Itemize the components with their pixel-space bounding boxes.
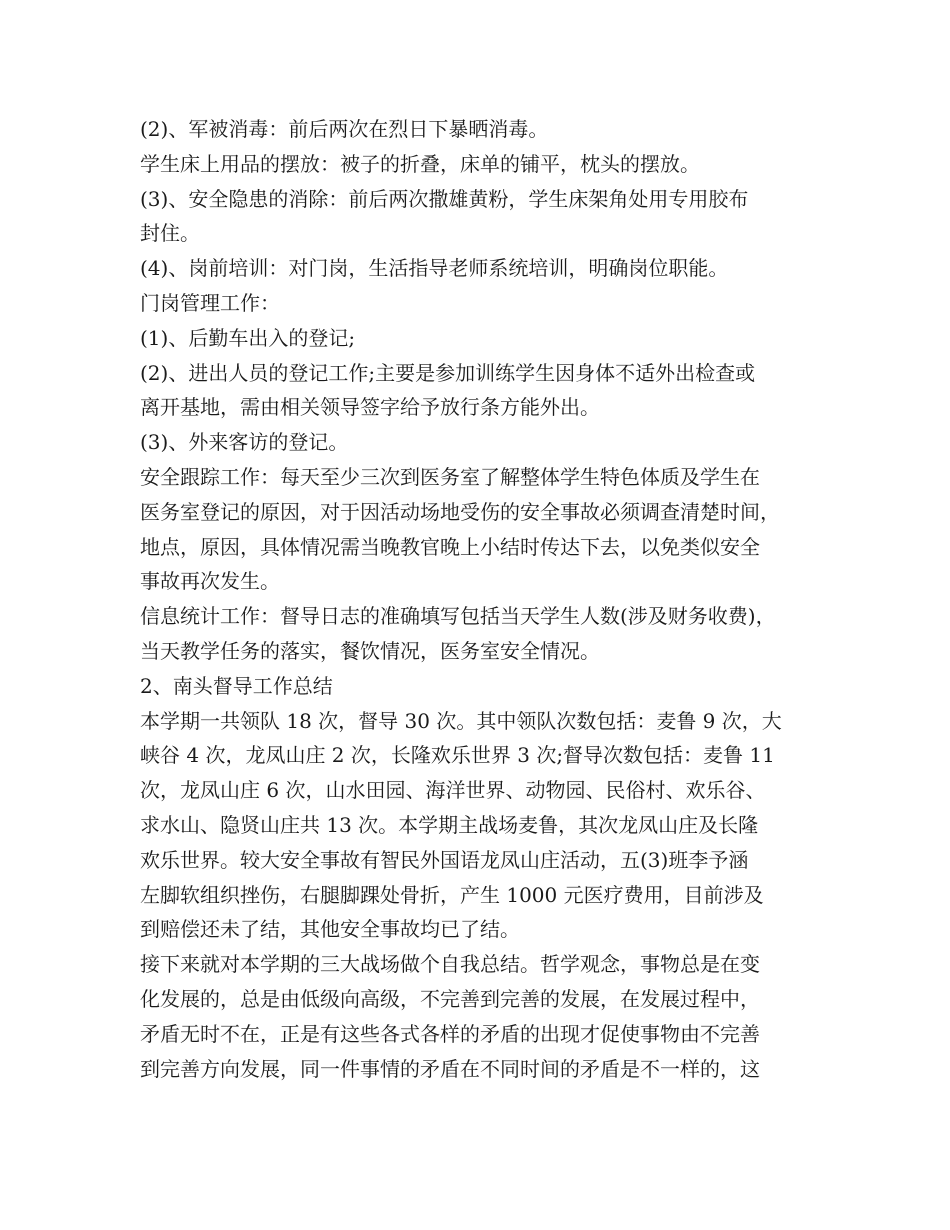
section-heading: 2、南头督导工作总结	[140, 673, 333, 698]
text-line: 医务室登记的原因，对于因活动场地受伤的安全事故必须调查清楚时间，	[140, 499, 780, 524]
text-line: 左脚软组织挫伤，右腿脚踝处骨折，产生 1000 元医疗费用，目前涉及	[140, 882, 764, 907]
section-heading: 门岗管理工作：	[140, 290, 280, 315]
text-line: 学生床上用品的摆放：被子的折叠，床单的铺平，枕头的摆放。	[140, 151, 700, 176]
text-line: 化发展的，总是由低级向高级，不完善到完善的发展，在发展过程中，	[140, 986, 760, 1011]
text-line: 信息统计工作：督导日志的准确填写包括当天学生人数(涉及财务收费)，	[140, 604, 776, 629]
text-line: (2)、进出人员的登记工作;主要是参加训练学生因身体不适外出检查或	[140, 360, 756, 385]
text-line: 到赔偿还未了结，其他安全事故均已了结。	[140, 917, 520, 942]
text-line: 封住。	[140, 221, 200, 246]
document-body	[140, 112, 815, 1086]
text-line: (3)、安全隐患的消除：前后两次撒雄黄粉，学生床架角处用专用胶布	[140, 186, 749, 211]
text-line: 欢乐世界。较大安全事故有智民外国语龙凤山庄活动，五(3)班李予涵	[140, 847, 749, 872]
text-line: 接下来就对本学期的三大战场做个自我总结。哲学观念，事物总是在变	[140, 952, 760, 977]
text-line: 矛盾无时不在，正是有这些各式各样的矛盾的出现才促使事物由不完善	[140, 1021, 760, 1046]
text-line: 次，龙凤山庄 6 次，山水田园、海洋世界、动物园、民俗村、欢乐谷、	[140, 778, 766, 803]
text-line: 当天教学任务的落实，餐饮情况，医务室安全情况。	[140, 638, 600, 663]
text-line: 求水山、隐贤山庄共 13 次。本学期主战场麦鲁，其次龙凤山庄及长隆	[140, 812, 759, 837]
text-line: (2)、军被消毒：前后两次在烈日下暴晒消毒。	[140, 117, 549, 141]
text-line: 峡谷 4 次，龙凤山庄 2 次，长隆欢乐世界 3 次;督导次数包括：麦鲁 11	[140, 743, 775, 768]
text-line: (1)、后勤车出入的登记;	[140, 325, 356, 350]
text-line: 本学期一共领队 18 次，督导 30 次。其中领队次数包括：麦鲁 9 次，大	[140, 708, 782, 733]
text-line: 事故再次发生。	[140, 569, 280, 594]
text-line: 地点，原因，具体情况需当晚教官晚上小结时传达下去，以免类似安全	[140, 534, 760, 559]
text-line: 安全跟踪工作：每天至少三次到医务室了解整体学生特色体质及学生在	[140, 464, 760, 489]
text-line: (4)、岗前培训：对门岗，生活指导老师系统培训，明确岗位职能。	[140, 256, 729, 281]
text-line: 到完善方向发展，同一件事情的矛盾在不同时间的矛盾是不一样的，这	[140, 1056, 760, 1081]
text-line: 离开基地，需由相关领导签字给予放行条方能外出。	[140, 395, 600, 420]
text-line: (3)、外来客访的登记。	[140, 430, 349, 455]
